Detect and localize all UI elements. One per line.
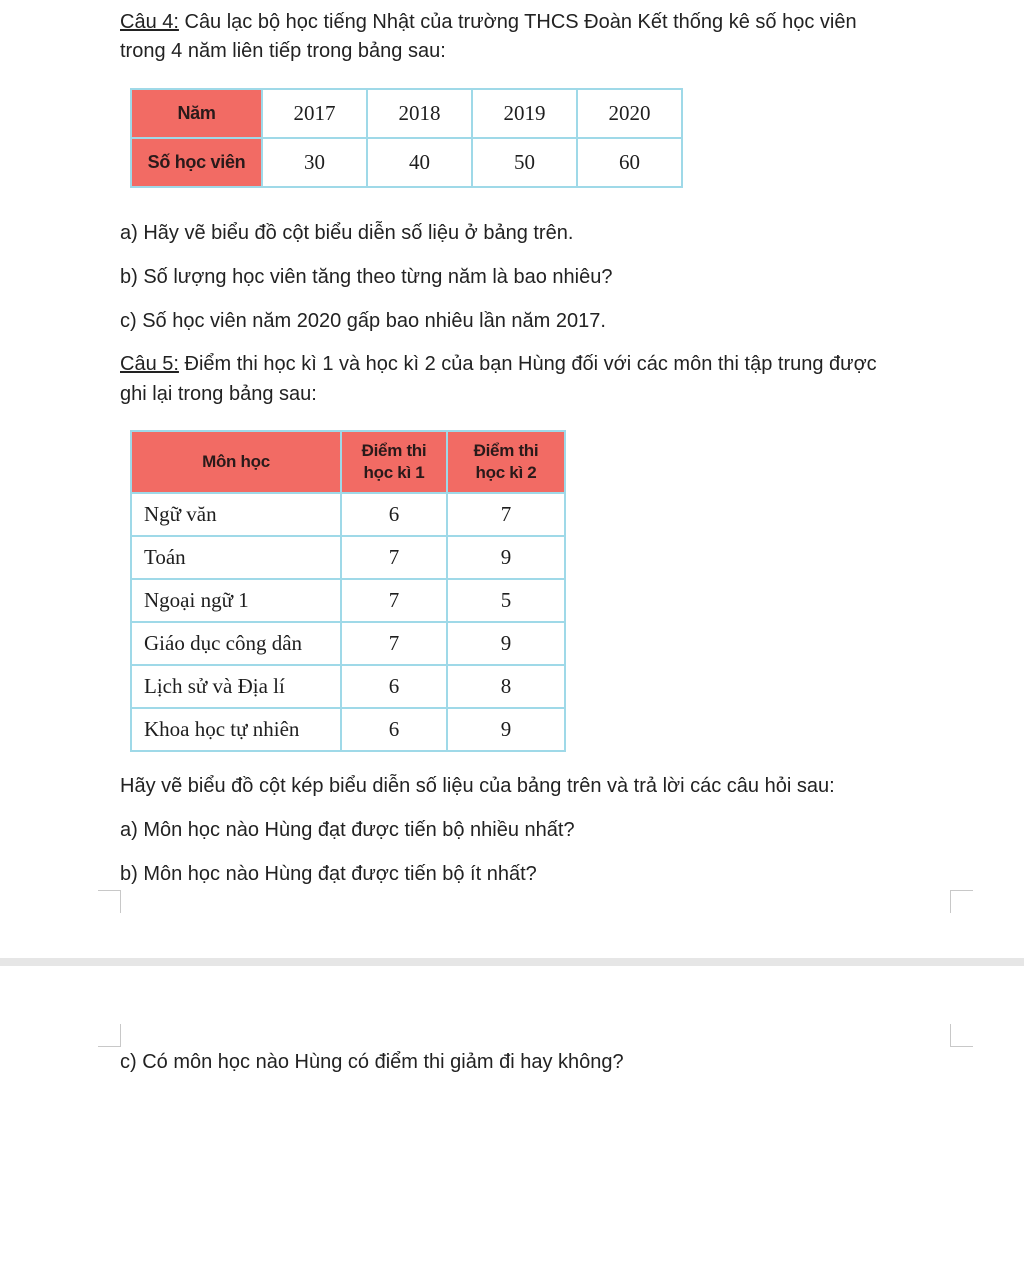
margin-corner-mark [98,890,121,913]
question-5-part-a: a) Môn học nào Hùng đạt được tiến bộ nhiều nhất? [120,819,575,841]
year-header-cell: Năm [131,89,262,138]
table-row [131,493,565,536]
margin-corner-mark [98,1024,121,1047]
year-cell: 2019 [472,89,577,138]
student-count-cell: 60 [577,138,682,187]
semester-1-score-cell: 7 [341,622,447,665]
semester-2-score-cell: 9 [447,622,565,665]
student-count-cell: 50 [472,138,577,187]
table-header-row [131,431,565,493]
semester-1-column-header [341,431,447,493]
table-row [131,665,565,708]
subject-cell: Ngữ văn [131,493,341,536]
table-row [131,536,565,579]
question-4-line-1 [120,8,857,37]
question-5-line-1 [120,350,877,379]
semester-2-column-header [447,431,565,493]
page-separator [0,958,1024,966]
question-4-part-b: b) Số lượng học viên tăng theo từng năm là bao nhiêu? [120,266,613,288]
semester-1-header-line-1: Điểm thi [361,441,427,460]
student-count-header-cell: Số học viên [131,138,262,187]
semester-2-score-cell: 8 [447,665,565,708]
question-5-line-2: ghi lại trong bảng sau: [120,383,317,405]
year-cell: 2020 [577,89,682,138]
semester-2-header-line-2: học kì 2 [475,463,537,482]
semester-2-score-cell: 9 [447,536,565,579]
subject-column-header: Môn học [131,431,341,493]
semester-1-score-cell: 6 [341,708,447,751]
question-5-part-b: b) Môn học nào Hùng đạt được tiến bộ ít nhất? [120,863,537,885]
document-page-2 [0,966,1024,1280]
question-5-label: Câu 5: [120,353,179,375]
margin-corner-mark [950,890,973,913]
semester-1-score-cell: 6 [341,493,447,536]
semester-2-score-cell: 7 [447,493,565,536]
subject-cell: Toán [131,536,341,579]
table-row [131,622,565,665]
margin-corner-mark [950,1024,973,1047]
table-row [131,89,682,138]
semester-1-score-cell: 6 [341,665,447,708]
table-row [131,579,565,622]
subject-cell: Giáo dục công dân [131,622,341,665]
semester-1-score-cell: 7 [341,579,447,622]
student-count-cell: 30 [262,138,367,187]
question-4-part-a: a) Hãy vẽ biểu đồ cột biểu diễn số liệu ở bảng trên. [120,222,574,244]
question-4-line-2: trong 4 năm liên tiếp trong bảng sau: [120,40,446,62]
semester-2-score-cell: 5 [447,579,565,622]
question-5-text: Điểm thi học kì 1 và học kì 2 của bạn Hùng đối với các môn thi tập trung được [178,353,877,375]
semester-1-score-cell: 7 [341,536,447,579]
students-per-year-table [130,88,683,188]
semester-2-score-cell: 9 [447,708,565,751]
subject-cell: Khoa học tự nhiên [131,708,341,751]
year-cell: 2017 [262,89,367,138]
question-4-part-c: c) Số học viên năm 2020 gấp bao nhiêu lần năm 2017. [120,310,606,332]
student-count-cell: 40 [367,138,472,187]
semester-scores-table [130,430,566,752]
question-5-part-c: c) Có môn học nào Hùng có điểm thi giảm đi hay không? [120,1051,624,1073]
subject-cell: Lịch sử và Địa lí [131,665,341,708]
question-4-label: Câu 4: [120,11,179,33]
question-5-instruction: Hãy vẽ biểu đồ cột kép biểu diễn số liệu của bảng trên và trả lời các câu hỏi sau: [120,775,835,797]
year-cell: 2018 [367,89,472,138]
table-row [131,138,682,187]
subject-cell: Ngoại ngữ 1 [131,579,341,622]
question-4-text: Câu lạc bộ học tiếng Nhật của trường THCS Đoàn Kết thống kê số học viên [178,11,857,33]
table-row [131,708,565,751]
semester-2-header-line-1: Điểm thi [473,441,539,460]
semester-1-header-line-2: học kì 1 [363,463,425,482]
